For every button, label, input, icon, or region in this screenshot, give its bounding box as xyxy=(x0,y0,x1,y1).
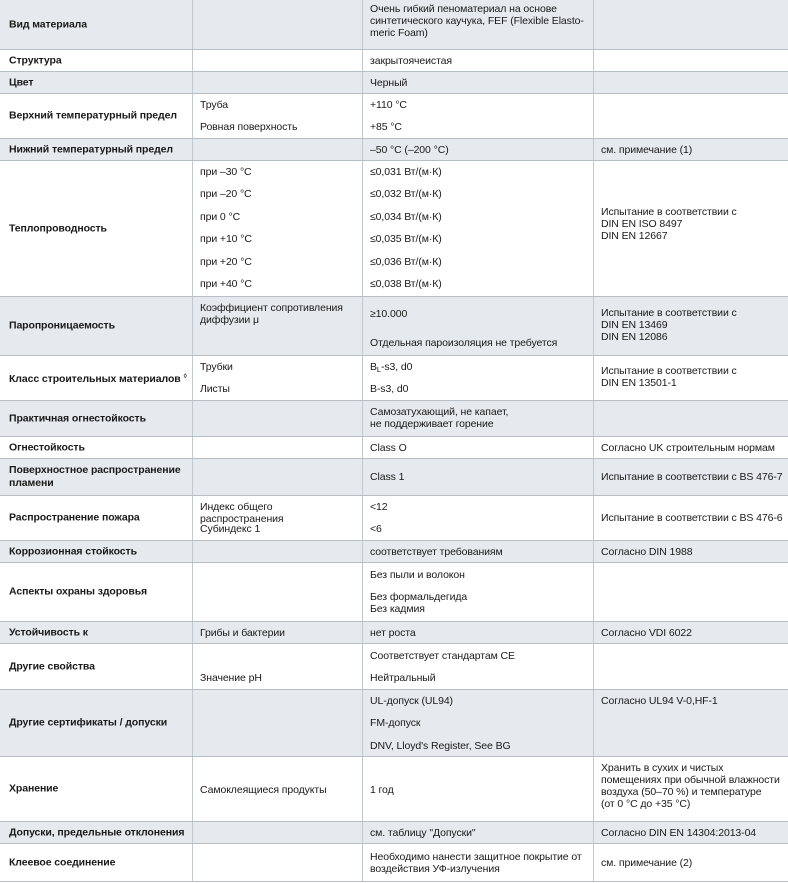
property-name-cell xyxy=(0,401,193,436)
value-text xyxy=(370,308,589,320)
value-cell xyxy=(363,496,594,540)
value-cell xyxy=(363,50,594,71)
value-text xyxy=(370,361,589,376)
condition-text xyxy=(200,627,358,639)
condition-text xyxy=(200,99,358,111)
table-row xyxy=(0,541,788,563)
value-main-text: B-s3, d0 xyxy=(370,383,409,395)
note-text xyxy=(601,762,784,810)
value-cell xyxy=(363,563,594,621)
table-row xyxy=(0,50,788,72)
note-text xyxy=(601,442,784,454)
note-cell xyxy=(594,94,788,138)
property-name-cell xyxy=(0,0,193,49)
property-name xyxy=(9,320,188,333)
property-name xyxy=(9,586,188,599)
value-text xyxy=(370,77,589,89)
note-cell xyxy=(594,161,788,296)
condition-main-text: при –30 °C xyxy=(200,166,252,178)
property-name xyxy=(9,370,188,386)
note-cell xyxy=(594,401,788,436)
condition-cell xyxy=(193,563,363,621)
value-text xyxy=(370,717,589,729)
value-cell xyxy=(363,161,594,296)
value-cell xyxy=(363,541,594,562)
condition-main-text: Значение pH xyxy=(200,672,262,684)
value-main-text: ≤0,036 Вт/(м·К) xyxy=(370,256,442,268)
note-main-text: Хранить в сухих и чистых помещениях при обычной влажности воздуха (50–70 %) и температуре (от 0 °C до +35 °C) xyxy=(601,762,780,810)
value-text xyxy=(370,337,589,349)
note-cell xyxy=(594,297,788,355)
note-text xyxy=(601,827,784,839)
condition-text xyxy=(200,121,358,133)
value-main-text: <6 xyxy=(370,523,382,535)
property-name-text: Практичная огнестойкость xyxy=(9,412,146,424)
value-text xyxy=(370,740,589,752)
condition-cell xyxy=(193,622,363,643)
note-cell xyxy=(594,822,788,843)
condition-text xyxy=(200,188,358,200)
note-text xyxy=(601,695,784,707)
property-name-cell xyxy=(0,356,193,400)
property-name-text: Структура xyxy=(9,54,62,66)
value-main-text: соответствует требованиям xyxy=(370,546,503,558)
note-text xyxy=(601,206,784,242)
condition-cell xyxy=(193,459,363,495)
note-main-text: Согласно UK строительным нормам xyxy=(601,442,775,454)
condition-cell xyxy=(193,644,363,689)
condition-text xyxy=(200,256,358,268)
condition-cell xyxy=(193,94,363,138)
value-main-text: Без формальдегида Без кадмия xyxy=(370,591,468,615)
note-main-text: Согласно VDI 6022 xyxy=(601,627,692,639)
property-name xyxy=(9,856,188,869)
note-main-text: Согласно DIN 1988 xyxy=(601,546,693,558)
property-name xyxy=(9,412,188,425)
value-cell xyxy=(363,401,594,436)
value-main-text: DNV, Lloyd's Register, See BG xyxy=(370,740,511,752)
value-text xyxy=(370,650,589,662)
note-main-text: Испытание в соответствии с DIN EN 13501-1 xyxy=(601,365,737,389)
value-text xyxy=(370,383,589,395)
value-cell xyxy=(363,844,594,881)
value-main-text: ≤0,034 Вт/(м·К) xyxy=(370,211,442,223)
value-text xyxy=(370,627,589,639)
note-main-text: Испытание в соответствии с BS 476-6 xyxy=(601,512,783,524)
property-name-text: Допуски, предельные отклонения xyxy=(9,826,185,838)
value-main-text: ≤0,035 Вт/(м·К) xyxy=(370,233,442,245)
table-row xyxy=(0,0,788,50)
note-cell xyxy=(594,50,788,71)
property-name xyxy=(9,76,188,89)
property-name-text: Класс строительных материалов xyxy=(9,373,181,385)
note-text xyxy=(601,546,784,558)
table-row xyxy=(0,822,788,844)
property-name xyxy=(9,717,188,730)
condition-cell xyxy=(193,437,363,458)
condition-main-text: Листы xyxy=(200,383,230,395)
value-cell xyxy=(363,297,594,355)
condition-main-text: Труба xyxy=(200,99,229,111)
note-text xyxy=(601,307,784,343)
value-cell xyxy=(363,690,594,756)
note-main-text: Испытание в соответствии с DIN EN ISO 8497 DIN EN 12667 xyxy=(601,206,737,242)
value-main-text: Class O xyxy=(370,442,407,454)
value-cell xyxy=(363,139,594,160)
condition-text xyxy=(200,672,358,684)
condition-cell xyxy=(193,139,363,160)
value-main-text: закрытоячеистая xyxy=(370,55,452,67)
value-subscript: L xyxy=(376,365,381,374)
property-name-cell xyxy=(0,822,193,843)
value-main-text: Черный xyxy=(370,77,408,89)
condition-cell xyxy=(193,690,363,756)
note-text xyxy=(601,365,784,389)
note-cell xyxy=(594,757,788,821)
condition-main-text: Коэффициент сопротивления диффузии μ xyxy=(200,302,343,326)
table-row xyxy=(0,94,788,139)
condition-text xyxy=(200,166,358,178)
value-main-text: 1 год xyxy=(370,784,394,796)
table-row xyxy=(0,356,788,401)
value-main-text: UL-допуск (UL94) xyxy=(370,695,453,707)
property-name-text: Нижний температурный предел xyxy=(9,143,173,155)
property-name-text: Клеевое соединение xyxy=(9,856,116,868)
value-text xyxy=(370,546,589,558)
value-main-text: Нейтральный xyxy=(370,672,436,684)
property-name-text: Распространение пожара xyxy=(9,511,140,524)
note-cell xyxy=(594,437,788,458)
note-text xyxy=(601,512,784,524)
note-cell xyxy=(594,356,788,400)
property-name xyxy=(9,54,188,67)
value-main-text: см. таблицу "Допуски" xyxy=(370,827,476,839)
value-main-text: +85 °C xyxy=(370,121,402,133)
note-cell xyxy=(594,844,788,881)
condition-cell xyxy=(193,0,363,49)
value-text xyxy=(370,501,589,513)
value-cell xyxy=(363,757,594,821)
property-name xyxy=(9,18,188,31)
note-text xyxy=(601,857,784,869)
value-text xyxy=(370,442,589,454)
value-rest-text: -s3, d0 xyxy=(380,361,413,373)
table-row xyxy=(0,297,788,356)
condition-main-text: Индекс общего распространения xyxy=(200,501,284,525)
note-cell xyxy=(594,72,788,93)
property-name-text: Цвет xyxy=(9,76,34,88)
condition-cell xyxy=(193,161,363,296)
condition-text xyxy=(200,361,358,373)
value-text xyxy=(370,55,589,67)
property-name-cell xyxy=(0,72,193,93)
value-cell xyxy=(363,0,594,49)
property-name-text: Хранение xyxy=(9,782,59,795)
note-main-text: Согласно UL94 V-0,HF-1 xyxy=(601,695,718,707)
value-text xyxy=(370,3,589,39)
table-row xyxy=(0,72,788,94)
condition-main-text: при +10 °C xyxy=(200,233,252,245)
condition-text xyxy=(200,523,358,535)
condition-text xyxy=(200,302,358,326)
value-text xyxy=(370,406,589,430)
value-text xyxy=(370,233,589,245)
condition-text xyxy=(200,211,358,223)
note-text xyxy=(601,471,784,483)
note-cell xyxy=(594,644,788,689)
property-name xyxy=(9,512,188,525)
value-main-text: ≥10.000 xyxy=(370,308,408,320)
property-name xyxy=(9,660,188,673)
note-text xyxy=(601,144,784,156)
note-cell xyxy=(594,139,788,160)
condition-cell xyxy=(193,844,363,881)
table-row xyxy=(0,437,788,459)
value-main-text: Без пыли и волокон xyxy=(370,569,465,581)
value-main-text: FM-допуск xyxy=(370,717,421,729)
value-text xyxy=(370,695,589,707)
value-text xyxy=(370,784,589,796)
value-main-text: Очень гибкий пеноматериал на основе синтетического каучука, FEF (Flexible Elasto- meric Foam) xyxy=(370,3,584,39)
condition-cell xyxy=(193,541,363,562)
value-main-text: ≤0,031 Вт/(м·К) xyxy=(370,166,442,178)
table-row xyxy=(0,401,788,437)
note-cell xyxy=(594,622,788,643)
note-main-text: Согласно DIN EN 14304:2013-04 xyxy=(601,827,757,839)
property-name xyxy=(9,626,188,639)
property-name-cell xyxy=(0,541,193,562)
property-name-cell xyxy=(0,161,193,296)
table-row xyxy=(0,563,788,622)
note-main-text: Испытание в соответствии с BS 476-7 xyxy=(601,471,783,483)
value-main-text: нет роста xyxy=(370,627,416,639)
property-name xyxy=(9,464,188,490)
property-name xyxy=(9,441,188,454)
value-main-text: ≤0,038 Вт/(м·К) xyxy=(370,278,442,290)
property-name-text: Огнестойкость xyxy=(9,441,85,453)
property-name-text: Верхний температурный предел xyxy=(9,109,177,122)
value-cell xyxy=(363,356,594,400)
value-main-text: ≤0,032 Вт/(м·К) xyxy=(370,188,442,200)
condition-main-text: при –20 °C xyxy=(200,188,252,200)
property-name xyxy=(9,222,188,235)
property-name xyxy=(9,545,188,558)
value-main-text: Необходимо нанести защитное покрытие от воздействия УФ-излучения xyxy=(370,851,582,875)
condition-cell xyxy=(193,356,363,400)
value-cell xyxy=(363,72,594,93)
table-row xyxy=(0,459,788,496)
value-main-text: +110 °C xyxy=(370,99,407,111)
value-main-text: Соответствует стандартам CE xyxy=(370,650,515,662)
value-text xyxy=(370,188,589,200)
condition-main-text: Трубки xyxy=(200,361,233,373)
property-name-cell xyxy=(0,459,193,495)
note-cell xyxy=(594,563,788,621)
value-cell xyxy=(363,94,594,138)
value-text xyxy=(370,166,589,178)
condition-main-text: при 0 °C xyxy=(200,211,241,223)
value-cell xyxy=(363,822,594,843)
property-name-text: Вид материала xyxy=(9,18,87,30)
condition-main-text: при +20 °C xyxy=(200,256,252,268)
value-main-text: Class 1 xyxy=(370,471,405,483)
value-text xyxy=(370,827,589,839)
table-row xyxy=(0,644,788,690)
property-name-cell xyxy=(0,563,193,621)
value-text xyxy=(370,591,589,615)
value-text xyxy=(370,144,589,156)
value-cell xyxy=(363,459,594,495)
property-name-text: Аспекты охраны здоровья xyxy=(9,585,148,598)
footnote-marker: ◊ xyxy=(183,373,187,380)
note-cell xyxy=(594,459,788,495)
property-name-text: Другие свойства xyxy=(9,660,95,672)
value-text xyxy=(370,523,589,535)
property-name xyxy=(9,826,188,839)
condition-main-text: Субиндекс 1 xyxy=(200,523,261,535)
property-name-cell xyxy=(0,297,193,355)
value-text xyxy=(370,121,589,133)
note-main-text: см. примечание (1) xyxy=(601,144,693,156)
value-cell xyxy=(363,644,594,689)
value-main-text: –50 °C (–200 °C) xyxy=(370,144,449,156)
value-cell xyxy=(363,437,594,458)
value-main-text: B xyxy=(370,361,377,373)
condition-cell xyxy=(193,297,363,355)
property-name xyxy=(9,110,188,123)
condition-text xyxy=(200,784,358,796)
property-name-text: Паропроницаемость xyxy=(9,319,115,332)
note-text xyxy=(601,627,784,639)
value-text xyxy=(370,256,589,268)
property-name-text: Устойчивость к xyxy=(9,626,88,638)
note-main-text: Испытание в соответствии с DIN EN 13469 DIN EN 12086 xyxy=(601,307,737,343)
value-text xyxy=(370,672,589,684)
property-name-text: Другие сертификаты / допуски xyxy=(9,716,168,729)
condition-text xyxy=(200,278,358,290)
condition-cell xyxy=(193,757,363,821)
condition-text xyxy=(200,501,358,525)
property-name-cell xyxy=(0,690,193,756)
value-text xyxy=(370,471,589,483)
note-cell xyxy=(594,496,788,540)
table-row xyxy=(0,139,788,161)
condition-main-text: Ровная поверхность xyxy=(200,121,298,133)
condition-text xyxy=(200,233,358,245)
table-row xyxy=(0,690,788,757)
table-row xyxy=(0,161,788,297)
condition-cell xyxy=(193,496,363,540)
table-row xyxy=(0,622,788,644)
value-text xyxy=(370,99,589,111)
property-name-text: Поверхностное распространение пламени xyxy=(9,464,181,489)
note-cell xyxy=(594,690,788,756)
property-name-cell xyxy=(0,644,193,689)
note-cell xyxy=(594,541,788,562)
condition-cell xyxy=(193,72,363,93)
value-main-text: Самозатухающий, не капает, не поддерживает горение xyxy=(370,406,509,430)
condition-cell xyxy=(193,50,363,71)
table-row xyxy=(0,496,788,541)
condition-main-text: Грибы и бактерии xyxy=(200,627,285,639)
property-name-cell xyxy=(0,139,193,160)
value-text xyxy=(370,851,589,875)
condition-cell xyxy=(193,401,363,436)
property-name-text: Теплопроводность xyxy=(9,222,107,234)
property-name xyxy=(9,143,188,156)
value-main-text: Отдельная пароизоляция не требуется xyxy=(370,337,558,349)
property-name-cell xyxy=(0,757,193,821)
value-text xyxy=(370,211,589,223)
property-name-cell xyxy=(0,50,193,71)
value-text xyxy=(370,569,589,581)
property-name-cell xyxy=(0,622,193,643)
condition-main-text: при +40 °C xyxy=(200,278,252,290)
condition-main-text: Самоклеящиеся продукты xyxy=(200,784,327,796)
property-name-cell xyxy=(0,496,193,540)
table-row xyxy=(0,757,788,822)
property-name-text: Коррозионная стойкость xyxy=(9,545,137,557)
value-cell xyxy=(363,622,594,643)
property-name-cell xyxy=(0,844,193,881)
condition-text xyxy=(200,383,358,395)
property-name xyxy=(9,783,188,796)
table-row xyxy=(0,844,788,882)
note-cell xyxy=(594,0,788,49)
property-name-cell xyxy=(0,94,193,138)
value-text xyxy=(370,278,589,290)
value-main-text: <12 xyxy=(370,501,388,513)
note-main-text: см. примечание (2) xyxy=(601,857,693,869)
condition-cell xyxy=(193,822,363,843)
property-name-cell xyxy=(0,437,193,458)
